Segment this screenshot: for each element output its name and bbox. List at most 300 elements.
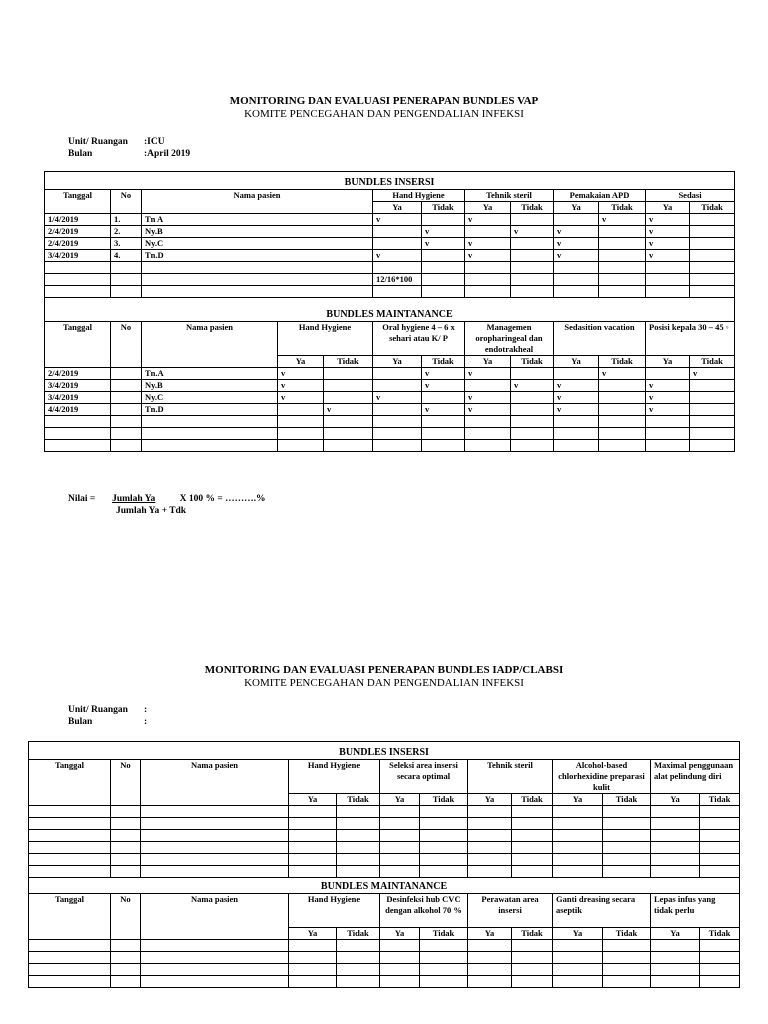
- cell-check: [422, 416, 465, 428]
- cell-check: [465, 226, 511, 238]
- cell-check: [599, 226, 646, 238]
- empty-cell: [651, 854, 700, 866]
- empty-cell: [553, 866, 603, 878]
- table-row: [45, 368, 735, 380]
- header-no: No: [111, 190, 142, 214]
- cell-check: [465, 262, 511, 274]
- header-ya: Ya: [278, 356, 324, 368]
- doc1-title: MONITORING DAN EVALUASI PENERAPAN BUNDLES VAP: [229, 95, 539, 107]
- cell-check: [646, 440, 690, 452]
- empty-cell: [651, 952, 700, 964]
- cell-check: [599, 428, 646, 440]
- empty-cell: [468, 818, 512, 830]
- cell-check: [324, 380, 373, 392]
- empty-cell: [420, 830, 468, 842]
- cell-check: [373, 440, 422, 452]
- empty-cell: [337, 976, 380, 988]
- cell-check: [511, 440, 554, 452]
- table-row: [45, 428, 735, 440]
- header-tanggal: Tanggal: [29, 760, 111, 806]
- cell-check: [324, 416, 373, 428]
- table-row: [45, 380, 735, 392]
- cell-no: [111, 428, 142, 440]
- cell-check: [511, 274, 554, 286]
- cell-check: [646, 368, 690, 380]
- cell-check: [511, 250, 554, 262]
- doc2-bulan: [68, 717, 147, 727]
- cell-no: 2.: [111, 226, 142, 238]
- cell-nama-pasien: Ny.C: [142, 392, 278, 404]
- cell-check: v: [646, 404, 690, 416]
- empty-cell: [420, 866, 468, 878]
- empty-cell: [512, 854, 553, 866]
- empty-cell: [289, 854, 337, 866]
- cell-check: v: [465, 368, 511, 380]
- cell-check: [646, 286, 690, 298]
- cell-check: [554, 428, 599, 440]
- cell-check: v: [554, 250, 599, 262]
- formula-denominator: Jumlah Ya + Tdk: [116, 506, 187, 516]
- cell-tanggal: [45, 416, 111, 428]
- empty-cell: [468, 842, 512, 854]
- header-tidak: Tidak: [324, 356, 373, 368]
- cell-check: v: [554, 226, 599, 238]
- cell-check: [599, 238, 646, 250]
- header-no: No: [111, 322, 142, 368]
- empty-cell: [141, 854, 289, 866]
- empty-cell: [512, 818, 553, 830]
- cell-no: [111, 404, 142, 416]
- empty-cell: [700, 952, 740, 964]
- unit-value: :ICU: [144, 137, 165, 147]
- cell-check: [373, 368, 422, 380]
- header-tidak: Tidak: [511, 202, 554, 214]
- empty-cell: [289, 866, 337, 878]
- empty-cell: [289, 976, 337, 988]
- header-ya: Ya: [289, 794, 337, 806]
- cell-no: 1.: [111, 214, 142, 226]
- cell-check: [465, 416, 511, 428]
- empty-cell: [141, 952, 289, 964]
- empty-cell: [111, 952, 141, 964]
- cell-check: [690, 274, 735, 286]
- empty-cell: [603, 940, 651, 952]
- cell-check: [422, 262, 465, 274]
- cell-tanggal: 2/4/2019: [45, 368, 111, 380]
- header-tidak: Tidak: [422, 202, 465, 214]
- header-tidak: Tidak: [420, 928, 468, 940]
- header-ya: Ya: [380, 794, 420, 806]
- table-row: [45, 392, 735, 404]
- header-tidak: Tidak: [700, 794, 740, 806]
- empty-cell: [380, 806, 420, 818]
- table-row: [45, 250, 735, 262]
- header-tehnik-steril: Tehnik steril: [465, 190, 554, 202]
- cell-no: [111, 392, 142, 404]
- cell-tanggal: 3/4/2019: [45, 380, 111, 392]
- table-row: [45, 238, 735, 250]
- empty-cell: [380, 952, 420, 964]
- cell-tanggal: [45, 286, 111, 298]
- cell-no: 4.: [111, 250, 142, 262]
- empty-cell: [289, 842, 337, 854]
- empty-cell: [141, 818, 289, 830]
- empty-cell: [380, 964, 420, 976]
- cell-check: [690, 428, 735, 440]
- empty-cell: [651, 830, 700, 842]
- cell-check: [278, 416, 324, 428]
- cell-check: [373, 416, 422, 428]
- unit-label: Unit/ Ruangan: [68, 705, 128, 715]
- empty-cell: [111, 940, 141, 952]
- cell-check: [554, 286, 599, 298]
- cell-tanggal: 2/4/2019: [45, 226, 111, 238]
- header-tidak: Tidak: [422, 356, 465, 368]
- nilai-formula: [68, 494, 266, 504]
- cell-check: [422, 392, 465, 404]
- doc2-subtitle: KOMITE PENCEGAHAN DAN PENGENDALIAN INFEKSI: [244, 677, 524, 689]
- cell-check: v: [422, 238, 465, 250]
- header-sedasition: Sedasition vacation: [554, 322, 646, 356]
- cell-no: [111, 380, 142, 392]
- cell-check: v: [465, 392, 511, 404]
- cell-tanggal: 4/4/2019: [45, 404, 111, 416]
- table-row: [45, 286, 735, 298]
- empty-cell: [468, 854, 512, 866]
- empty-cell: [512, 842, 553, 854]
- cell-check: [599, 250, 646, 262]
- cell-check: v: [554, 404, 599, 416]
- cell-nama-pasien: [142, 274, 373, 286]
- section-title-maintanance: BUNDLES MAINTANANCE: [29, 878, 740, 894]
- unit-label: Unit/ Ruangan: [68, 137, 128, 147]
- cell-no: 3.: [111, 238, 142, 250]
- empty-cell: [651, 964, 700, 976]
- empty-cell: [603, 806, 651, 818]
- cell-nama-pasien: Tn.D: [142, 404, 278, 416]
- header-ya: Ya: [468, 794, 512, 806]
- cell-check: [465, 274, 511, 286]
- cell-check: [324, 368, 373, 380]
- empty-cell: [380, 830, 420, 842]
- cell-check: [599, 416, 646, 428]
- cell-check: v: [373, 214, 422, 226]
- cell-check: [599, 286, 646, 298]
- empty-cell: [29, 940, 111, 952]
- empty-cell: [603, 830, 651, 842]
- cell-nama-pasien: [142, 440, 278, 452]
- cell-check: [511, 404, 554, 416]
- header-ya: Ya: [554, 356, 599, 368]
- empty-cell: [468, 830, 512, 842]
- empty-cell: [512, 830, 553, 842]
- empty-cell: [141, 976, 289, 988]
- cell-check: [511, 428, 554, 440]
- cell-check: [599, 380, 646, 392]
- empty-cell: [289, 806, 337, 818]
- section-title-insersi: BUNDLES INSERSI: [29, 742, 740, 760]
- header-tidak: Tidak: [512, 794, 553, 806]
- cell-check: [599, 274, 646, 286]
- header-posisi-kepala: Posisi kepala 30 – 45 ◦: [646, 322, 735, 356]
- header-tidak: Tidak: [690, 202, 735, 214]
- cell-tanggal: [45, 262, 111, 274]
- cell-check: [422, 250, 465, 262]
- empty-cell: [380, 854, 420, 866]
- table-row: [29, 964, 740, 976]
- empty-cell: [380, 818, 420, 830]
- cell-check: [690, 226, 735, 238]
- empty-cell: [420, 976, 468, 988]
- empty-cell: [700, 830, 740, 842]
- empty-cell: [651, 842, 700, 854]
- header-ya: Ya: [289, 928, 337, 940]
- empty-cell: [111, 830, 141, 842]
- empty-cell: [380, 842, 420, 854]
- bulan-value: :April 2019: [144, 149, 191, 159]
- cell-nama-pasien: Ny.C: [142, 238, 373, 250]
- empty-cell: [468, 866, 512, 878]
- cell-check: [511, 238, 554, 250]
- cell-check: v: [599, 368, 646, 380]
- cell-check: v: [646, 214, 690, 226]
- empty-cell: [553, 964, 603, 976]
- doc2-insersi-section: [29, 742, 740, 878]
- cell-check: v: [690, 368, 735, 380]
- empty-cell: [468, 964, 512, 976]
- header-ya: Ya: [373, 356, 422, 368]
- header-tidak: Tidak: [337, 928, 380, 940]
- table-row: [29, 866, 740, 878]
- empty-cell: [700, 866, 740, 878]
- cell-tanggal: 2/4/2019: [45, 238, 111, 250]
- cell-no: [111, 416, 142, 428]
- header-tidak: Tidak: [599, 202, 646, 214]
- cell-check: v: [511, 380, 554, 392]
- table-row: [45, 262, 735, 274]
- cell-check: [422, 274, 465, 286]
- header-lepas-infus: Lepas infus yang tidak perlu: [651, 894, 740, 928]
- cell-check: v: [422, 380, 465, 392]
- empty-cell: [512, 964, 553, 976]
- cell-check: v: [278, 380, 324, 392]
- cell-check: [690, 238, 735, 250]
- table-row: [29, 854, 740, 866]
- empty-cell: [141, 842, 289, 854]
- empty-cell: [553, 818, 603, 830]
- cell-check: v: [646, 392, 690, 404]
- cell-check: [465, 286, 511, 298]
- header-ya: Ya: [554, 202, 599, 214]
- header-oral-hygiene: Oral hygiene 4 – 6 x sehari atau K/ P: [373, 322, 465, 356]
- doc1-bulan: [68, 149, 190, 159]
- empty-cell: [603, 952, 651, 964]
- cell-check: 12/16*100: [373, 274, 422, 286]
- empty-cell: [468, 976, 512, 988]
- header-ya: Ya: [465, 356, 511, 368]
- empty-cell: [337, 964, 380, 976]
- cell-check: v: [422, 226, 465, 238]
- empty-cell: [512, 940, 553, 952]
- empty-cell: [700, 940, 740, 952]
- cell-check: [373, 262, 422, 274]
- header-ya: Ya: [465, 202, 511, 214]
- cell-check: [511, 214, 554, 226]
- header-tidak: Tidak: [420, 794, 468, 806]
- cell-check: v: [278, 392, 324, 404]
- doc1-insersi-section: [45, 172, 735, 298]
- empty-cell: [289, 830, 337, 842]
- cell-tanggal: [45, 440, 111, 452]
- empty-cell: [337, 952, 380, 964]
- header-tehnik-steril: Tehnik steril: [468, 760, 553, 794]
- table-row: [45, 440, 735, 452]
- cell-check: [422, 286, 465, 298]
- cell-check: [373, 404, 422, 416]
- cell-check: [511, 286, 554, 298]
- cell-check: [690, 380, 735, 392]
- cell-check: v: [373, 250, 422, 262]
- cell-check: [373, 286, 422, 298]
- cell-tanggal: [45, 274, 111, 286]
- cell-check: [422, 214, 465, 226]
- empty-cell: [337, 818, 380, 830]
- header-seleksi-area: Seleksi area insersi secara optimal: [380, 760, 468, 794]
- cell-tanggal: 3/4/2019: [45, 392, 111, 404]
- header-tanggal: Tanggal: [29, 894, 111, 940]
- empty-cell: [553, 806, 603, 818]
- header-ya: Ya: [646, 202, 690, 214]
- cell-check: v: [554, 380, 599, 392]
- empty-cell: [420, 818, 468, 830]
- nilai-label: Nilai =: [68, 494, 96, 504]
- cell-check: [690, 392, 735, 404]
- cell-check: [690, 214, 735, 226]
- empty-cell: [29, 964, 111, 976]
- header-chlorhexidine: Alcohol-based chlorhexidine preparasi kulit: [553, 760, 651, 794]
- cell-check: v: [646, 226, 690, 238]
- cell-check: v: [599, 214, 646, 226]
- cell-check: [690, 440, 735, 452]
- table-row: [29, 976, 740, 988]
- bulan-label: Bulan: [68, 149, 93, 159]
- cell-no: [111, 368, 142, 380]
- cell-nama-pasien: [142, 428, 278, 440]
- header-tidak: Tidak: [603, 928, 651, 940]
- cell-check: [373, 380, 422, 392]
- cell-check: v: [422, 368, 465, 380]
- cell-check: v: [324, 404, 373, 416]
- empty-cell: [337, 830, 380, 842]
- empty-cell: [553, 830, 603, 842]
- empty-cell: [337, 806, 380, 818]
- empty-cell: [29, 830, 111, 842]
- empty-cell: [603, 818, 651, 830]
- cell-check: [554, 274, 599, 286]
- header-hand-hygiene: Hand Hygiene: [289, 894, 380, 928]
- empty-cell: [289, 964, 337, 976]
- header-pemakaian-apd: Pemakaian APD: [554, 190, 646, 202]
- doc1-maintanance-section: [45, 298, 735, 452]
- doc2-unit: [68, 705, 147, 715]
- cell-nama-pasien: Tn.D: [142, 250, 373, 262]
- cell-check: v: [278, 368, 324, 380]
- header-tanggal: Tanggal: [45, 190, 111, 214]
- empty-cell: [468, 952, 512, 964]
- empty-cell: [111, 854, 141, 866]
- empty-cell: [700, 964, 740, 976]
- empty-cell: [468, 940, 512, 952]
- cell-check: [465, 440, 511, 452]
- cell-check: v: [373, 392, 422, 404]
- header-tidak: Tidak: [337, 794, 380, 806]
- bulan-value: :: [144, 717, 148, 727]
- empty-cell: [468, 806, 512, 818]
- empty-cell: [111, 964, 141, 976]
- doc1-subtitle: KOMITE PENCEGAHAN DAN PENGENDALIAN INFEKSI: [244, 108, 524, 120]
- header-tidak: Tidak: [599, 356, 646, 368]
- empty-cell: [420, 952, 468, 964]
- empty-cell: [141, 806, 289, 818]
- formula-rest: X 100 % = ……….%: [179, 494, 266, 504]
- empty-cell: [29, 952, 111, 964]
- header-hand-hygiene: Hand Hygiene: [278, 322, 373, 356]
- cell-nama-pasien: [142, 262, 373, 274]
- cell-nama-pasien: Ny.B: [142, 226, 373, 238]
- header-hand-hygiene: Hand Hygiene: [373, 190, 465, 202]
- cell-check: [373, 428, 422, 440]
- cell-tanggal: 1/4/2019: [45, 214, 111, 226]
- header-ya: Ya: [373, 202, 422, 214]
- table-row: [45, 226, 735, 238]
- empty-cell: [29, 976, 111, 988]
- cell-check: [646, 416, 690, 428]
- empty-cell: [420, 964, 468, 976]
- header-ya: Ya: [553, 928, 603, 940]
- doc1-unit: [68, 137, 165, 147]
- header-desinfeksi-hub: Desinfeksi hub CVC dengan alkohol 70 %: [380, 894, 468, 928]
- header-ya: Ya: [646, 356, 690, 368]
- empty-cell: [603, 854, 651, 866]
- empty-cell: [337, 940, 380, 952]
- cell-check: [324, 392, 373, 404]
- cell-check: [465, 428, 511, 440]
- header-ganti-dreasing: Ganti dreasing secara aseptik: [553, 894, 651, 928]
- header-tidak: Tidak: [700, 928, 740, 940]
- cell-check: [646, 274, 690, 286]
- header-ya: Ya: [553, 794, 603, 806]
- table-row: [29, 830, 740, 842]
- cell-nama-pasien: Tn.A: [142, 368, 278, 380]
- cell-check: v: [646, 380, 690, 392]
- section-title-maintanance: BUNDLES MAINTANANCE: [45, 306, 735, 322]
- cell-check: [324, 428, 373, 440]
- unit-value: :: [144, 705, 148, 715]
- cell-no: [111, 440, 142, 452]
- cell-check: v: [465, 238, 511, 250]
- empty-cell: [603, 866, 651, 878]
- empty-cell: [380, 940, 420, 952]
- cell-check: [646, 262, 690, 274]
- cell-check: [511, 392, 554, 404]
- section-title-insersi: BUNDLES INSERSI: [45, 172, 735, 190]
- header-no: No: [111, 760, 141, 806]
- cell-check: [599, 440, 646, 452]
- empty-cell: [651, 940, 700, 952]
- empty-cell: [553, 952, 603, 964]
- cell-check: v: [465, 250, 511, 262]
- cell-check: [554, 368, 599, 380]
